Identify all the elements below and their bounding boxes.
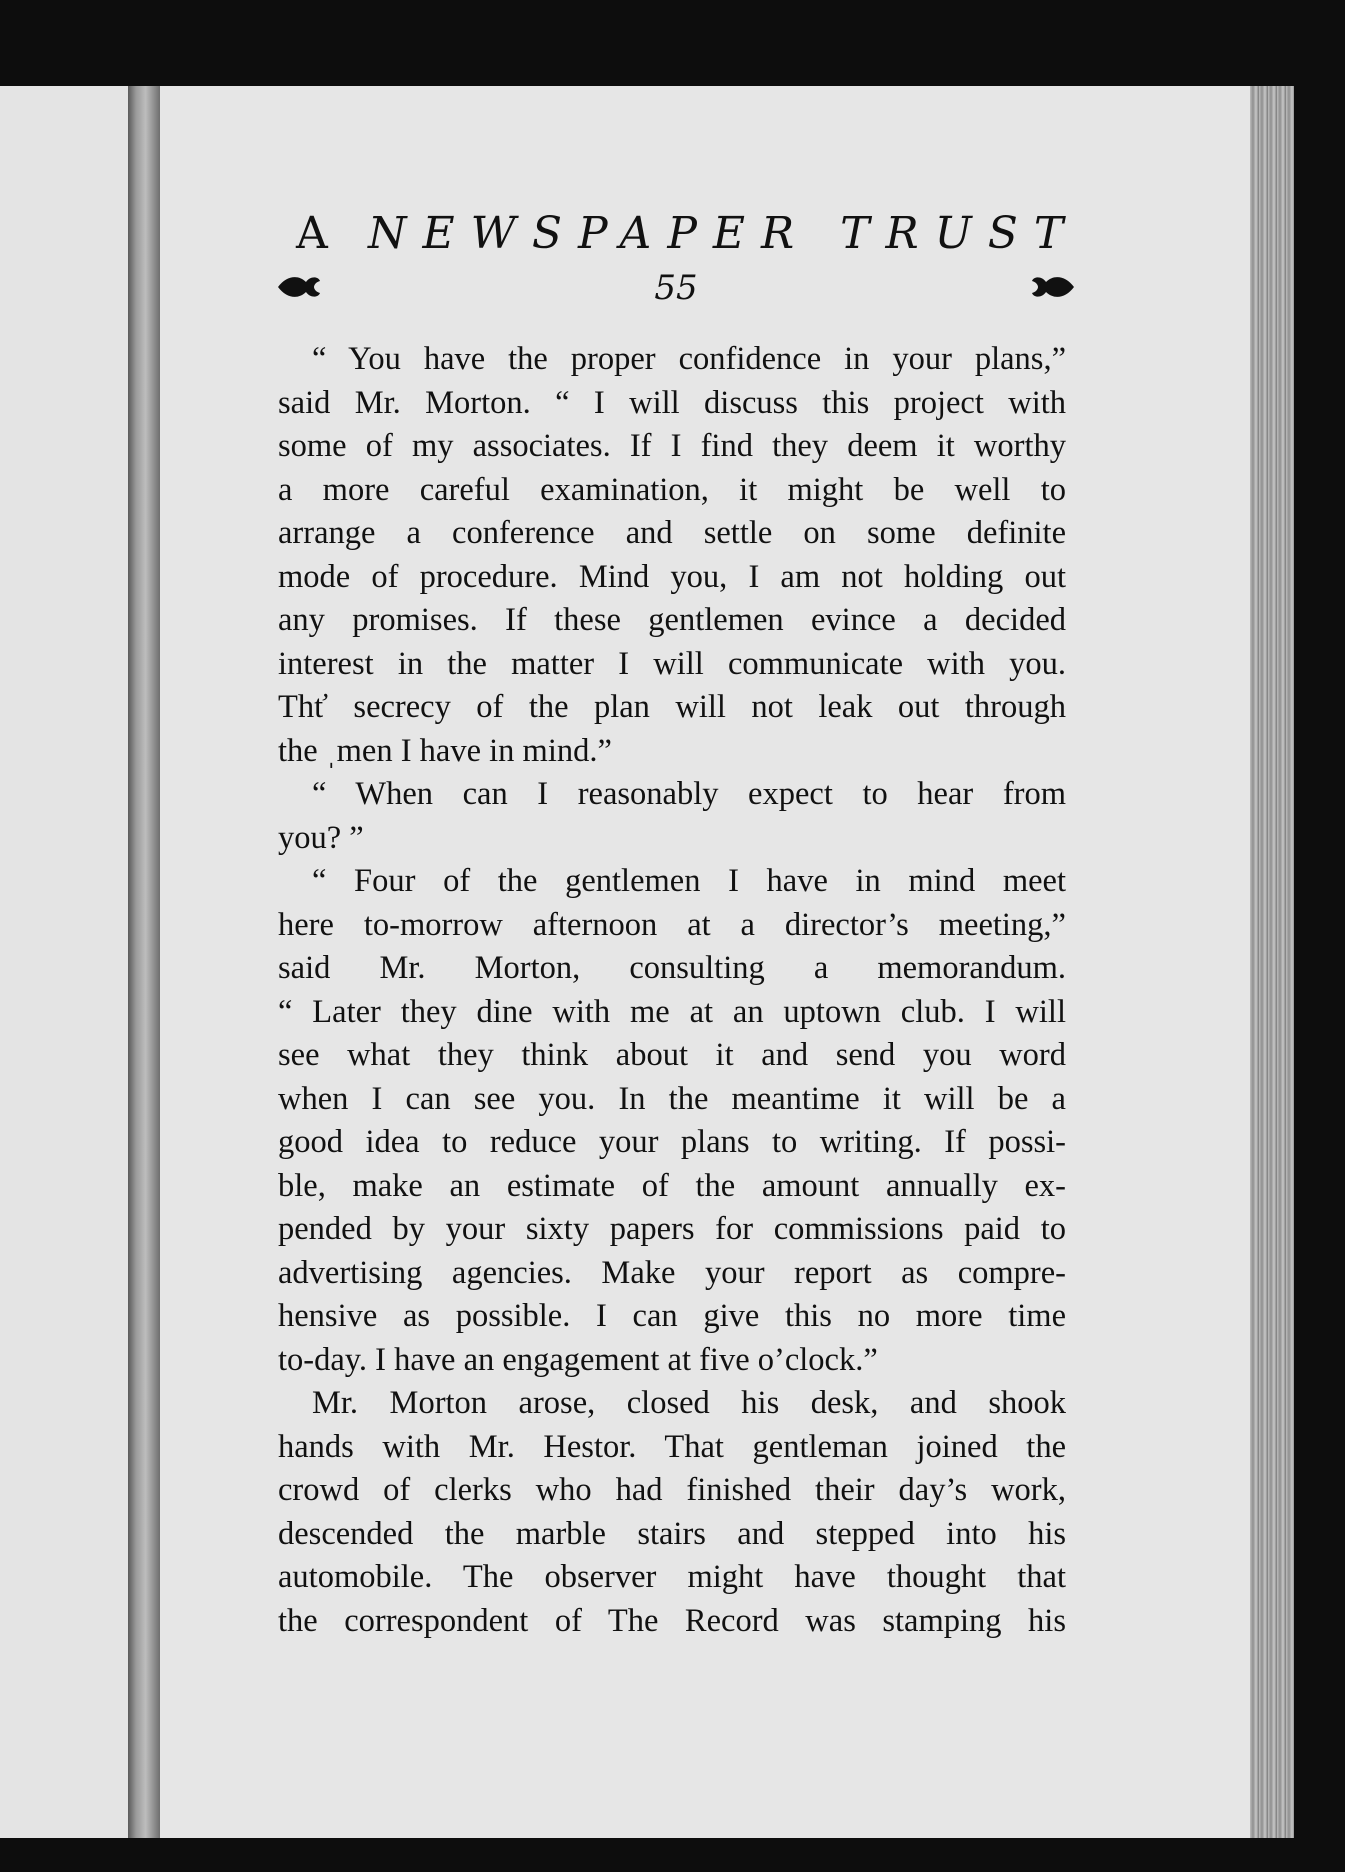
body-text (278, 338, 1066, 1643)
text-line: hensive as possible. I can give this no more time (278, 1298, 1066, 1334)
text-line: “ You have the proper confidence in your plans,” (312, 341, 1066, 377)
text-line: automobile. The observer might have thought that (278, 1559, 1066, 1595)
text-line: “ When can I reasonably expect to hear from (312, 776, 1066, 812)
text-line: descended the marble stairs and stepped into his (278, 1515, 1066, 1552)
text-line: ble, make an estimate of the amount annually ex- (278, 1167, 1066, 1204)
text-line: the correspondent of The Record was stamping his (278, 1602, 1066, 1639)
text-line: any promises. If these gentlemen evince a decided (278, 602, 1066, 638)
page-number: 55 (654, 268, 698, 308)
text-line: “ Four of the gentlemen I have in mind meet (312, 863, 1066, 899)
text-line: advertising agencies. Make your report as compre- (278, 1254, 1066, 1291)
previous-page-edge (0, 86, 128, 1838)
text-line: see what they think about it and send you word (278, 1037, 1066, 1073)
text-line: a more careful examination, it might be well to (278, 471, 1066, 508)
binding-gutter (128, 86, 160, 1838)
leaf-ornament-icon (1030, 272, 1076, 302)
text-line: said Mr. Morton. “ I will discuss this project with (278, 384, 1066, 421)
text-line: mode of procedure. Mind you, I am not holding out (278, 558, 1066, 595)
text-line: here to-morrow afternoon at a director’s meeting,” (278, 906, 1066, 943)
text-line: said Mr. Morton, consulting a memorandum. (278, 950, 1066, 986)
text-line: pended by your sixty papers for commissions paid to (278, 1211, 1066, 1247)
text-line: hands with Mr. Hestor. That gentleman joined the (278, 1428, 1066, 1465)
text-line: arrange a conference and settle on some definite (278, 515, 1066, 551)
text-line: when I can see you. In the meantime it will be a (278, 1080, 1066, 1117)
folio-row (276, 268, 1076, 318)
text-line: you? ” (278, 819, 364, 856)
text-line: good idea to reduce your plans to writing. If possi- (278, 1124, 1066, 1160)
text-line: the ˌmen I have in mind.” (278, 732, 612, 769)
running-head-title: NEWSPAPER TRUST (368, 208, 1080, 259)
running-head (296, 208, 1080, 268)
text-line: to-day. I have an engagement at five o’clock.” (278, 1341, 878, 1378)
text-line: Thť secrecy of the plan will not leak out through (278, 689, 1066, 725)
text-line: crowd of clerks who had finished their day’s work, (278, 1472, 1066, 1508)
text-line: some of my associates. If I find they deem it worthy (278, 428, 1066, 464)
running-head-article: A (296, 208, 328, 259)
text-line: Mr. Morton arose, closed his desk, and shook (312, 1385, 1066, 1421)
text-line: interest in the matter I will communicate with you. (278, 645, 1066, 682)
text-line: “ Later they dine with me at an uptown club. I will (278, 993, 1066, 1030)
page-stack-edge (1250, 86, 1294, 1838)
